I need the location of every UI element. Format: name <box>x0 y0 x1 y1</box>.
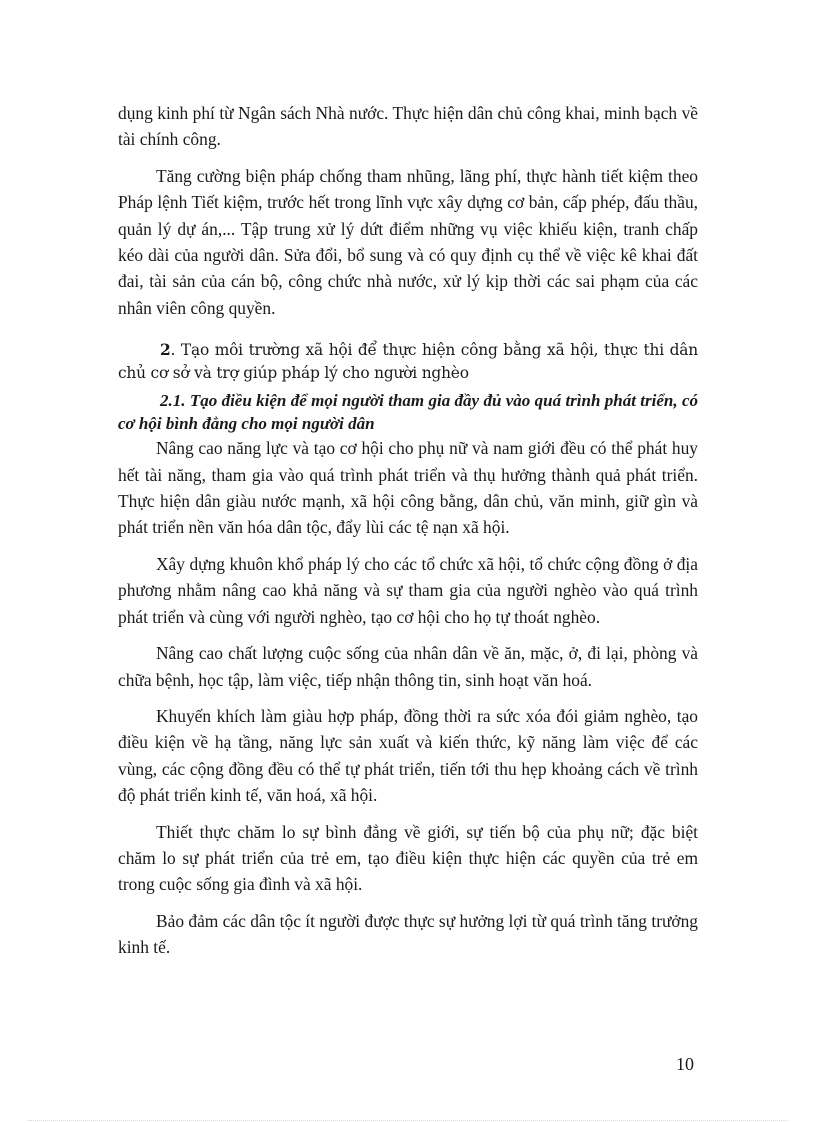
paragraph-5: Nâng cao chất lượng cuộc sống của nhân dân về ăn, mặc, ở, đi lại, phòng và chữa bệnh, học tập, làm việc, tiếp nhận thông tin, sinh hoạt văn hoá. <box>118 643 698 690</box>
section-2-title: . Tạo môi trường xã hội để thực hiện công bằng xã hội, thực thi dân chủ cơ sở và trợ giúp pháp lý cho người nghèo <box>118 341 698 383</box>
paragraph-1: dụng kinh phí từ Ngân sách Nhà nước. Thực hiện dân chủ công khai, minh bạch về tài chính công. <box>118 103 698 150</box>
footer-divider <box>28 1120 788 1121</box>
section-2-1-heading: 2.1. Tạo điều kiện để mọi người tham gia đầy đủ vào quá trình phát triển, có cơ hội bình đẳng cho mọi người dân <box>118 391 698 434</box>
section-2-number: 2 <box>160 341 171 360</box>
paragraph-3: Nâng cao năng lực và tạo cơ hội cho phụ nữ và nam giới đều có thể phát huy hết tài năng, tham gia vào quá trình phát triển và thụ hưởng thành quả phát triển. Thực hiện dân giàu nước mạnh, xã hội công bằng, dân chủ, văn minh, giữ gìn và phát triển nền văn hóa dân tộc, đẩy lùi các tệ nạn xã hội. <box>118 438 698 538</box>
section-2-heading <box>118 339 698 385</box>
document-page <box>118 100 698 961</box>
paragraph-4: Xây dựng khuôn khổ pháp lý cho các tổ chức xã hội, tổ chức cộng đồng ở địa phương nhằm nâng cao khả năng và sự tham gia của người nghèo vào quá trình phát triển và cùng với người nghèo, tạo cơ hội cho họ tự thoát nghèo. <box>118 553 698 627</box>
paragraph-6: Khuyến khích làm giàu hợp pháp, đồng thời ra sức xóa đói giảm nghèo, tạo điều kiện về hạ tầng, năng lực sản xuất và kiến thức, kỹ năng làm việc để các vùng, các cộng đồng đều có thể tự phát triển, tiến tới thu hẹp khoảng cách về trình độ phát triển kinh tế, văn hoá, xã hội. <box>118 705 698 806</box>
paragraph-8: Bảo đảm các dân tộc ít người được thực sự hưởng lợi từ quá trình tăng trưởng kinh tế. <box>118 910 698 958</box>
paragraph-7: Thiết thực chăm lo sự bình đẳng về giới, sự tiến bộ của phụ nữ; đặc biệt chăm lo sự phát triển của trẻ em, tạo điều kiện thực hiện các quyền của trẻ em trong cuộc sống gia đình và xã hội. <box>118 821 698 895</box>
page-number: 10 <box>676 1054 694 1074</box>
paragraph-2: Tăng cường biện pháp chống tham nhũng, lãng phí, thực hành tiết kiệm theo Pháp lệnh Tiết kiệm, trước hết trong lĩnh vực xây dựng cơ bản, cấp phép, đấu thầu, quản lý dự án,... Tập trung xử lý dứt điểm những vụ việc khiếu kiện, tranh chấp kéo dài của người dân. Sửa đổi, bổ sung và có quy định cụ thể về việc kê khai đất đai, tài sản của cán bộ, công chức nhà nước, xử lý kịp thời các sai phạm của các nhân viên công quyền. <box>118 165 698 318</box>
